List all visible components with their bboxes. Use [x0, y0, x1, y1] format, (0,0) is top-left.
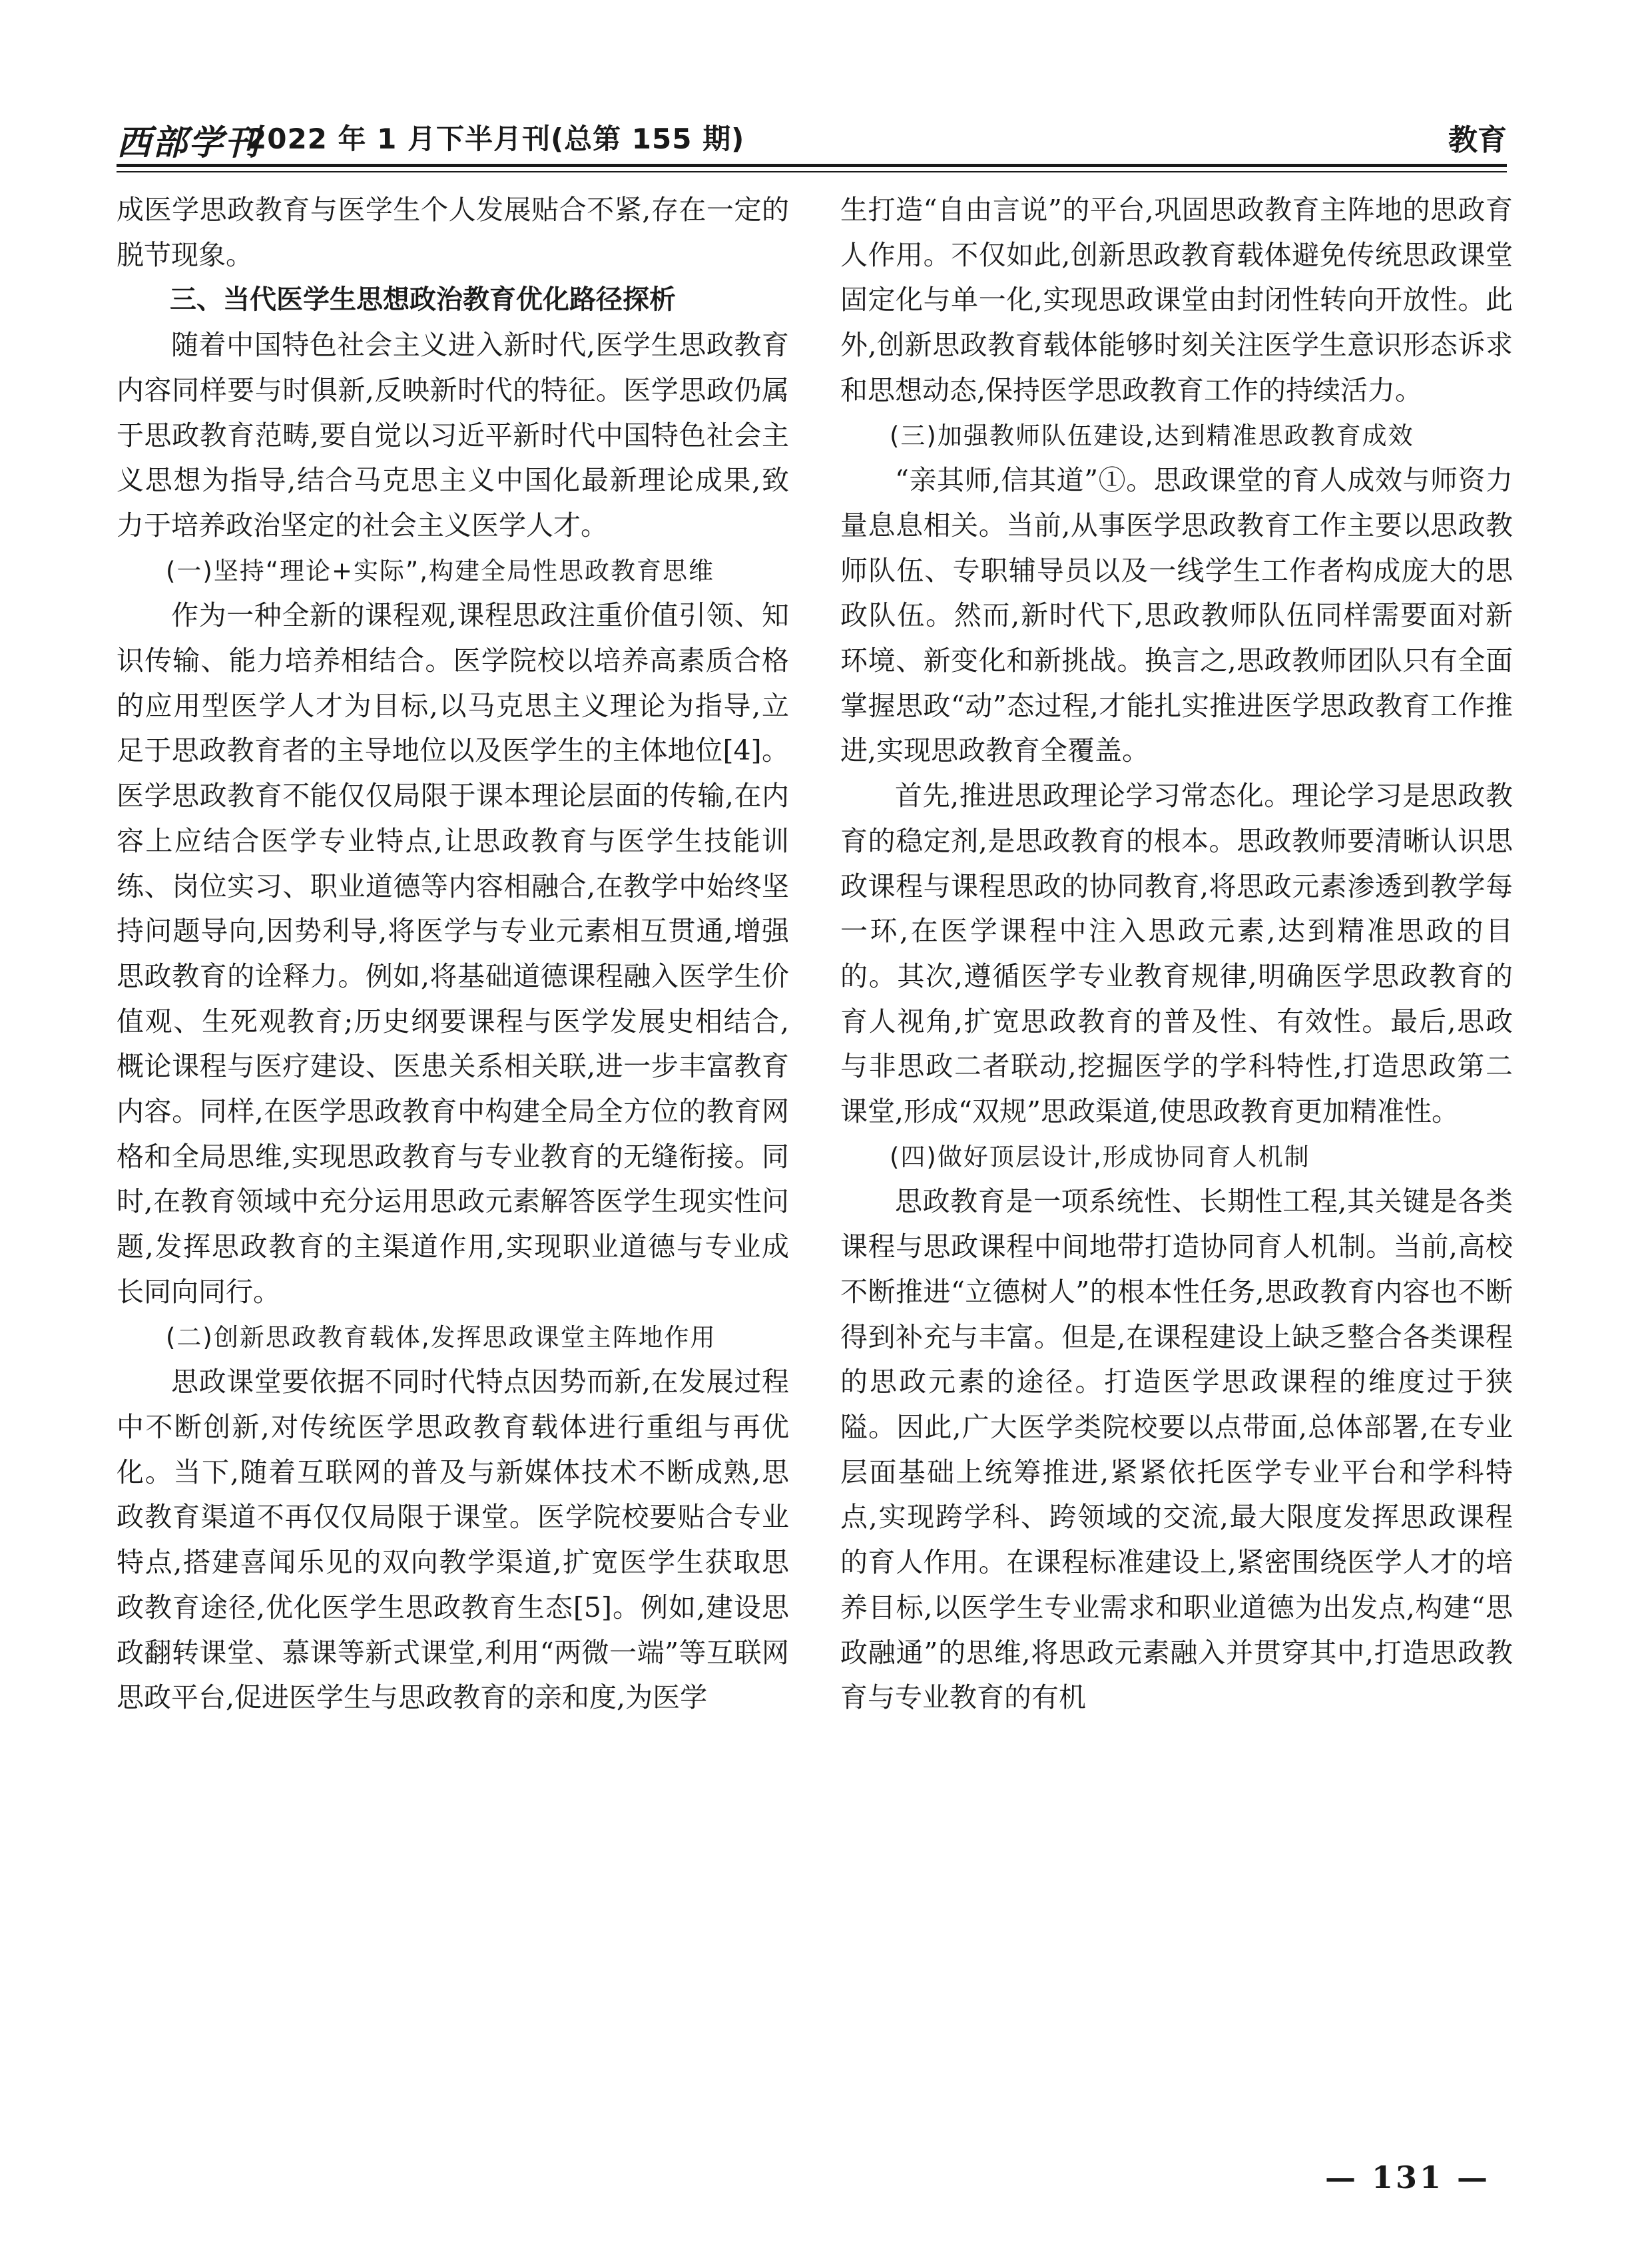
- header-rule-thin: [117, 171, 1507, 172]
- paragraph: 作为一种全新的课程观,课程思政注重价值引领、知识传输、能力培养相结合。医学院校以培养高素质合格的应用型医学人才为目标,以马克思主义理论为指导,立足于思政教育者的主导地位以及医学生的主体地位[4]。医学思政教育不能仅仅局限于课本理论层面的传输,在内容上应结合医学专业特点,让思政教育与医学生技能训练、岗位实习、职业道德等内容相融合,在教学中始终坚持问题导向,因势利导,将医学与专业元素相互贯通,增强思政教育的诠释力。例如,将基础道德课程融入医学生价值观、生死观教育;历史纲要课程与医学发展史相结合,概论课程与医疗建设、医患关系相关联,进一步丰富教育内容。同样,在医学思政教育中构建全局全方位的教育网格和全局思维,实现思政教育与专业教育的无缝衔接。同时,在教育领域中充分运用思政元素解答医学生现实性问题,发挥思政教育的主渠道作用,实现职业道德与专业成长同向同行。: [117, 599, 789, 1308]
- right-column: [840, 188, 1513, 2139]
- paragraph: 思政教育是一项系统性、长期性工程,其关键是各类课程与思政课程中间地带打造协同育人机制。当前,高校不断推进“立德树人”的根本性任务,思政教育内容也不断得到补充与丰富。但是,在课程建设上缺乏整合各类课程的思政元素的途径。打造医学思政课程的维度过于狭隘。因此,广大医学类院校要以点带面,总体部署,在专业层面基础上统筹推进,紧紧依托医学专业平台和学科特点,实现跨学科、跨领域的交流,最大限度发挥思政课程的育人作用。在课程标准建设上,紧密围绕医学人才的培养目标,以医学生专业需求和职业道德为出发点,构建“思政融通”的思维,将思政元素融入并贯穿其中,打造思政教育与专业教育的有机: [840, 1185, 1513, 1714]
- paragraph: “亲其师,信其道”①。思政课堂的育人成效与师资力量息息相关。当前,从事医学思政教育工作主要以思政教师队伍、专职辅导员以及一线学生工作者构成庞大的思政队伍。然而,新时代下,思政教师队伍同样需要面对新环境、新变化和新挑战。换言之,思政教师团队只有全面掌握思政“动”态过程,才能扎实推进医学思政教育工作推进,实现思政教育全覆盖。: [840, 464, 1513, 767]
- paragraph: 随着中国特色社会主义进入新时代,医学生思政教育内容同样要与时俱新,反映新时代的特征。医学思政仍属于思政教育范畴,要自觉以习近平新时代中国特色社会主义思想为指导,结合马克思主义中国化最新理论成果,致力于培养政治坚定的社会主义医学人才。: [117, 329, 789, 541]
- left-column: [117, 188, 789, 2139]
- header-rule-thick: [117, 164, 1507, 167]
- page-number: — 131 —: [1325, 2159, 1491, 2195]
- section-heading: 三、当代医学生思想政治教育优化路径探析: [170, 284, 676, 316]
- subsection-heading: (一)坚持“理论+实际”,构建全局性思政教育思维: [166, 556, 714, 585]
- subsection-heading: (二)创新思政教育载体,发挥思政课堂主阵地作用: [166, 1322, 716, 1352]
- section-name: 教育: [1448, 123, 1507, 157]
- subsection-heading: (三)加强教师队伍建设,达到精准思政教育成效: [890, 421, 1414, 450]
- paragraph: 首先,推进思政理论学习常态化。理论学习是思政教育的稳定剂,是思政教育的根本。思政教师要清晰认识思政课程与课程思政的协同教育,将思政元素渗透到教学每一环,在医学课程中注入思政元素,达到精准思政的目的。其次,遵循医学专业教育规律,明确医学思政教育的育人视角,扩宽思政教育的普及性、有效性。最后,思政与非思政二者联动,挖掘医学的学科特性,打造思政第二课堂,形成“双规”思政渠道,使思政教育更加精准性。: [840, 780, 1513, 1128]
- running-header: [117, 112, 1507, 163]
- paragraph: 思政课堂要依据不同时代特点因势而新,在发展过程中不断创新,对传统医学思政教育载体进行重组与再优化。当下,随着互联网的普及与新媒体技术不断成熟,思政教育渠道不再仅仅局限于课堂。医学院校要贴合专业特点,搭建喜闻乐见的双向教学渠道,扩宽医学生获取思政教育途径,优化医学生思政教育生态[5]。例如,建设思政翻转课堂、慕课等新式课堂,利用“两微一端”等互联网思政平台,促进医学生与思政教育的亲和度,为医学: [117, 1366, 789, 1714]
- issue-info: 2022 年 1 月下半月刊(总第 155 期): [247, 123, 745, 155]
- journal-name: 西部学刊: [117, 123, 261, 163]
- paragraph-continued: 生打造“自由言说”的平台,巩固思政教育主阵地的思政育人作用。不仅如此,创新思政教育载体避免传统思政课堂固定化与单一化,实现思政课堂由封闭性转向开放性。此外,创新思政教育载体能够时刻关注医学生意识形态诉求和思想动态,保持医学思政教育工作的持续活力。: [840, 194, 1513, 406]
- subsection-heading: (四)做好顶层设计,形成协同育人机制: [890, 1142, 1310, 1171]
- paragraph-continued: 成医学思政教育与医学生个人发展贴合不紧,存在一定的脱节现象。: [117, 194, 789, 271]
